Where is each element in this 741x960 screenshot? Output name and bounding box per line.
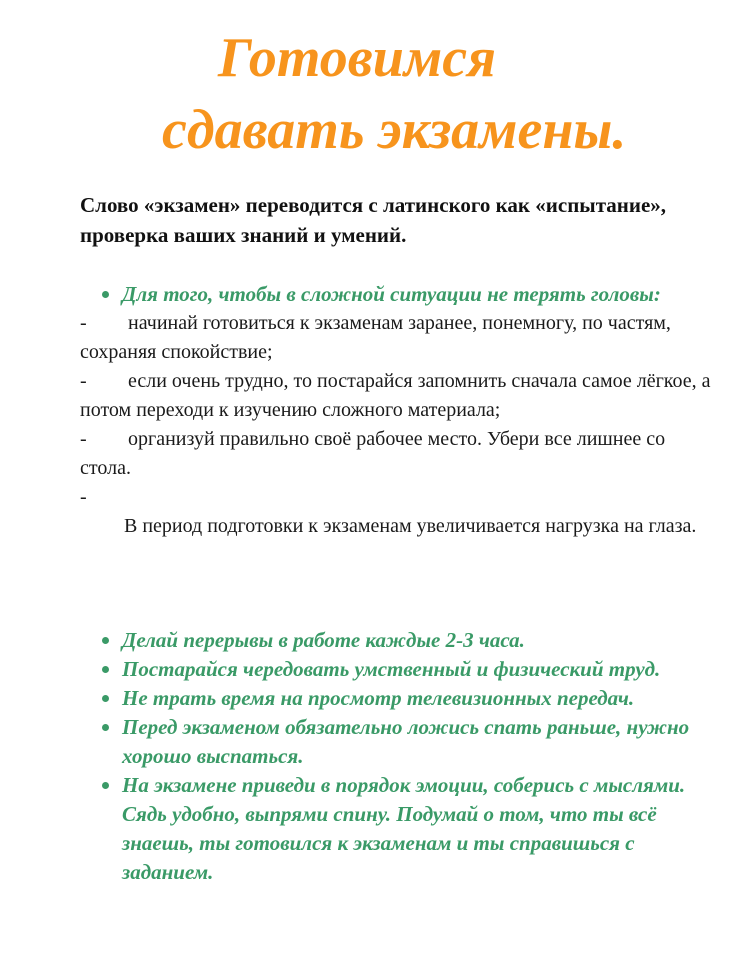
bullet-dot-icon [102,724,109,731]
tip-item [80,626,720,655]
tip-item [80,655,720,684]
tip-text: Делай перерывы в работе каждые 2-3 часа. [122,628,525,652]
bullet-dot-icon [102,291,109,298]
list-item [80,367,720,425]
list-item [80,425,720,483]
tip-text: Перед экзаменом обязательно ложись спать раньше, нужно хорошо выспаться. [122,715,690,768]
tip-item [80,684,720,713]
section1 [80,280,720,541]
dash-marker: - [80,428,87,450]
bullet-dot-icon [102,666,109,673]
bullet-dot-icon [102,637,109,644]
tip-item [80,713,720,771]
section1-heading [80,280,720,309]
tip-item [80,771,720,887]
bullet-dot-icon [102,695,109,702]
tips-list [80,626,720,887]
tip-text: На экзамене приведи в порядок эмоции, соберись с мыслями. Сядь удобно, выпрями спину. Подумай о том, что ты всё знаешь, ты готовился к экзаменам и ты справишься с заданием. [122,773,686,884]
empty-list-item [80,483,720,512]
dash-marker: - [80,312,87,334]
title-line-2: сдавать экзамены. [162,99,627,161]
tip-text: Не трать время на просмотр телевизионных передач. [122,686,635,710]
intro-text: Слово «экзамен» переводится с латинского как «испытание», проверка ваших знаний и умений. [80,193,667,247]
dash-marker: - [80,486,87,508]
paragraph-eyes: В период подготовки к экзаменам увеличивается нагрузка на глаза. [124,515,697,537]
section1-heading-text: Для того, чтобы в сложной ситуации не терять головы: [122,282,661,306]
tip-text: Постарайся чередовать умственный и физический труд. [122,657,661,681]
title-line-1: Готовимся [218,27,496,89]
list-item-text: если очень трудно, то постарайся запомнить сначала самое лёгкое, а потом переходи к изучению сложного материала; [80,370,711,421]
list-item [80,309,720,367]
list-item-text: организуй правильно своё рабочее место. Убери все лишнее со стола. [80,428,666,479]
bullet-dot-icon [102,782,109,789]
dash-marker: - [80,370,87,392]
list-item-text: начинай готовиться к экзаменам заранее, понемногу, по частям, сохраняя спокойствие; [80,312,671,363]
